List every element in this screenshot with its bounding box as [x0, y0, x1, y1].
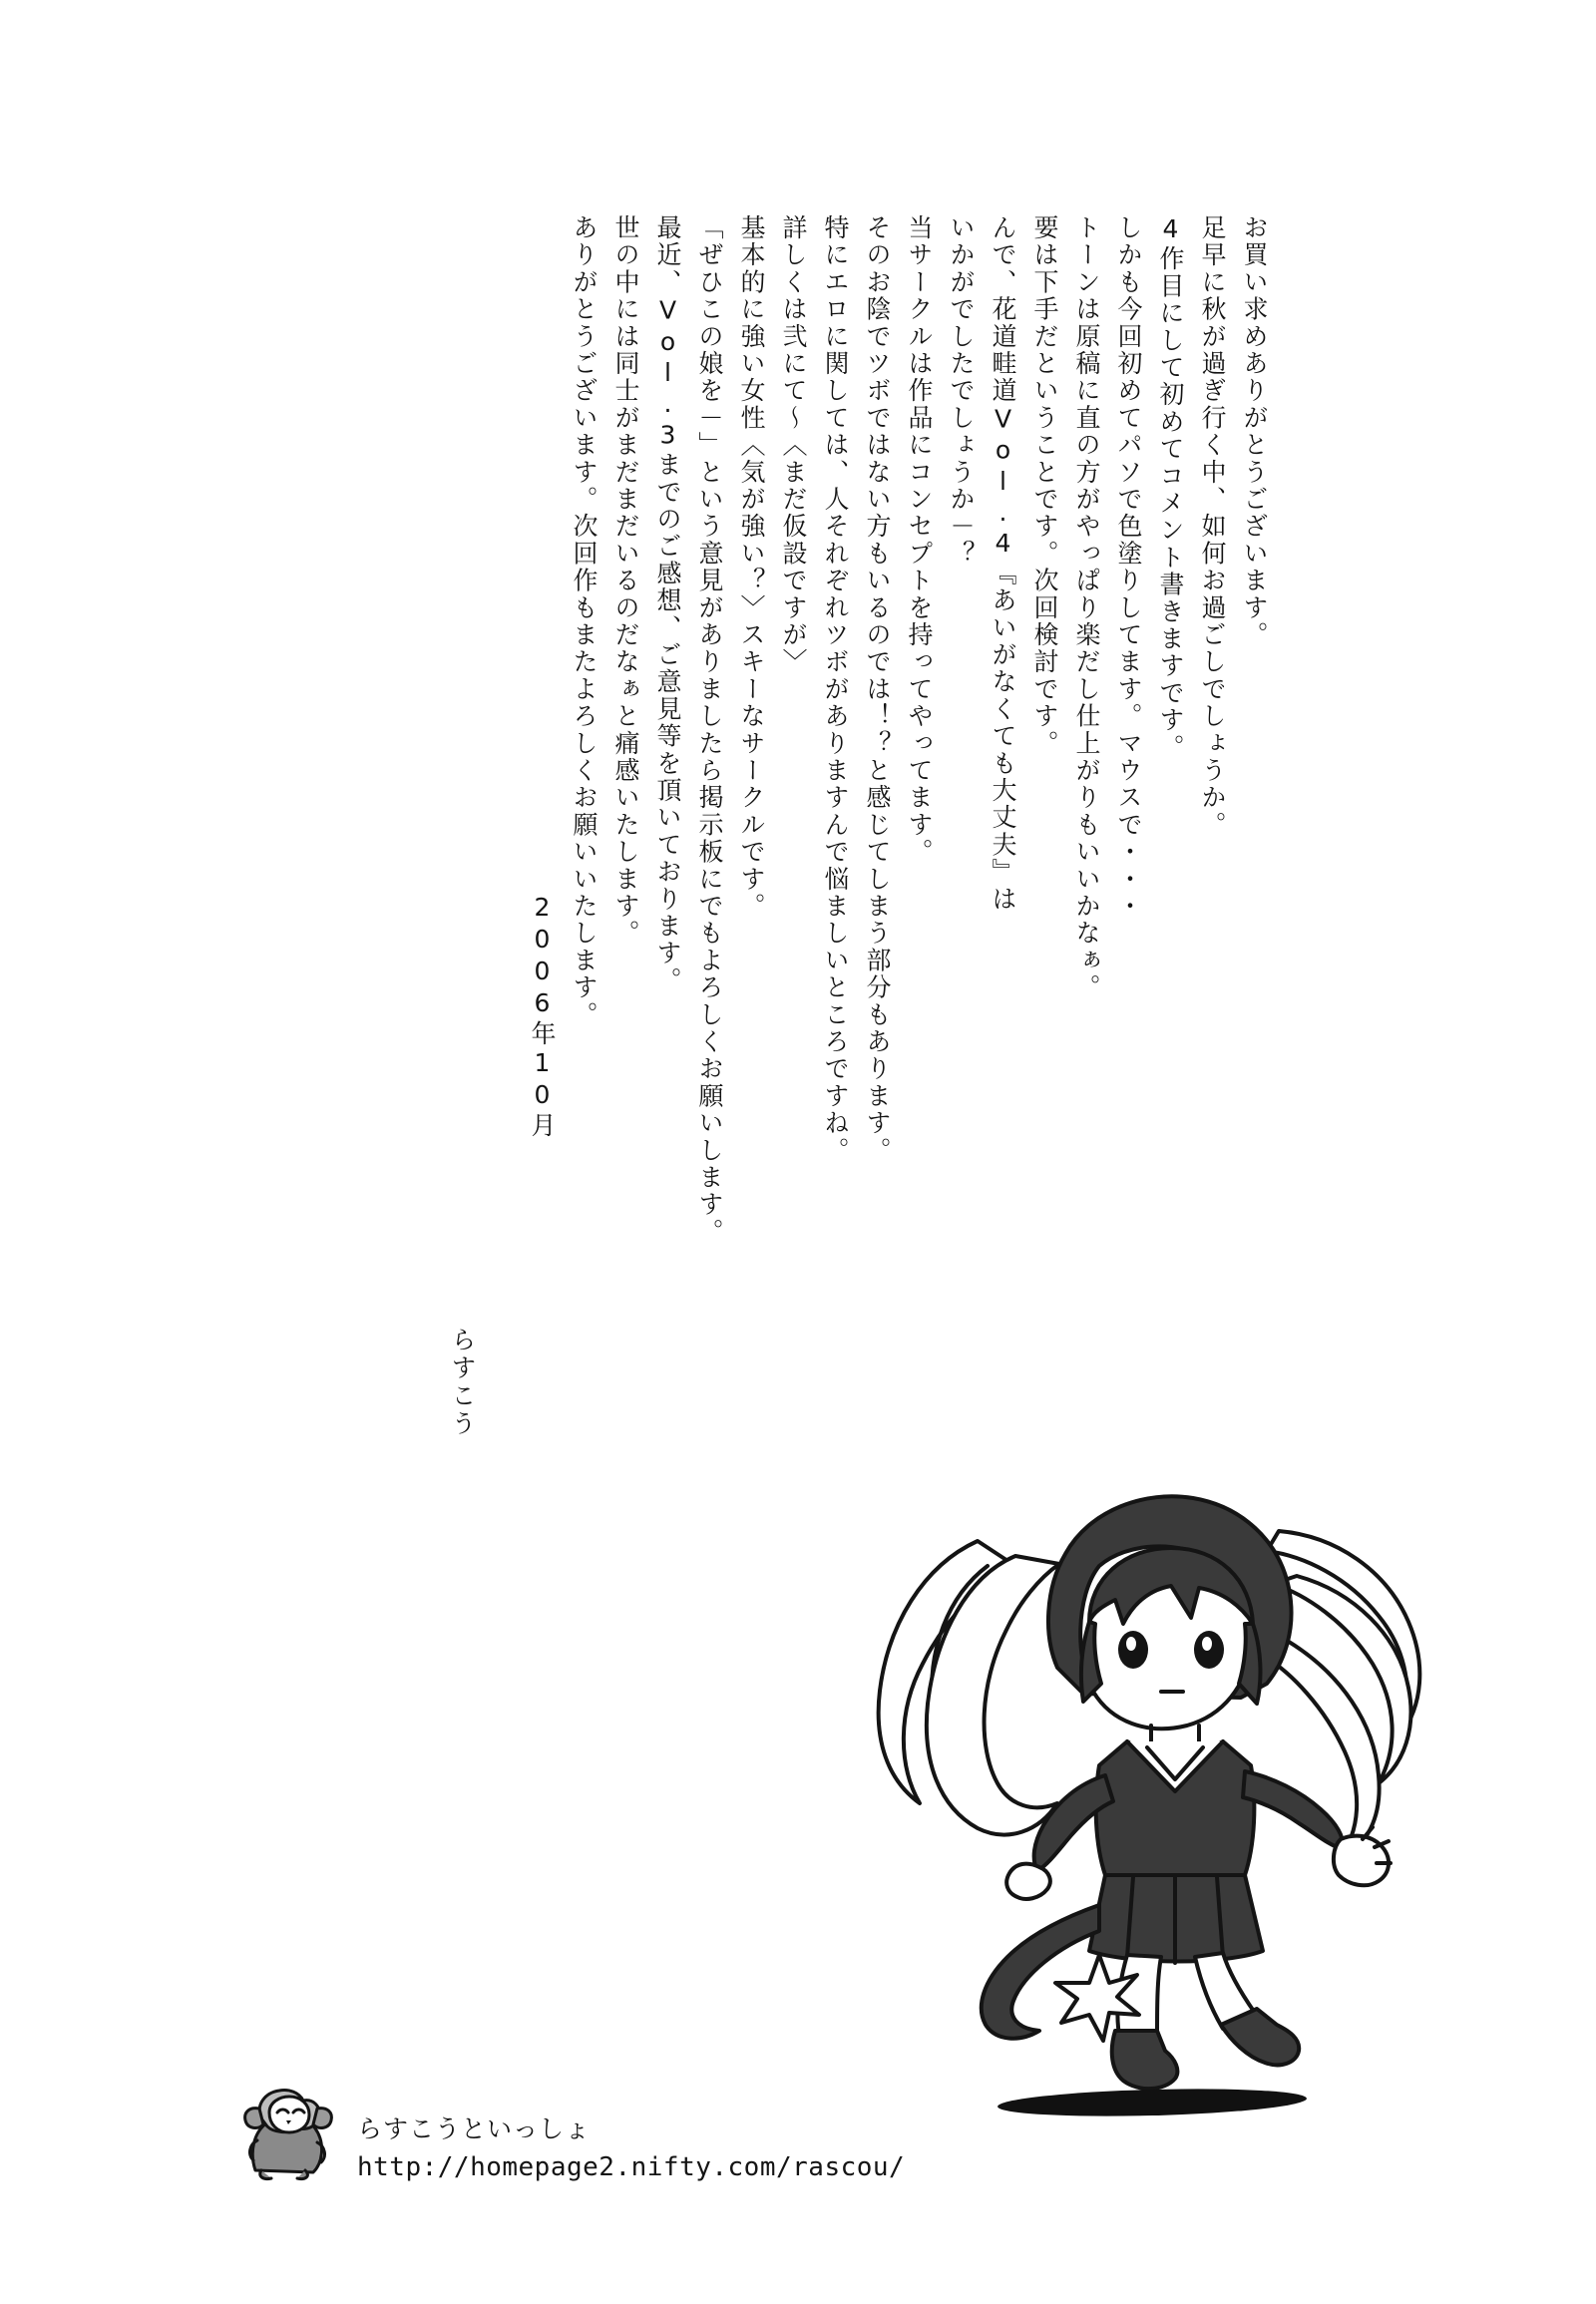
afterword-line: んで、花道畦道Vol.4『あいがなくても大丈夫』は — [989, 214, 1017, 913]
credit-caption: らすこうといっしょ — [357, 2114, 592, 2143]
chibi-girl-illustration — [828, 1436, 1466, 2114]
afterword-line: 当サークルは作品にコンセプトを持ってやってます。 — [905, 214, 934, 866]
afterword-line: 要は下手だということです。次回検討です。 — [1030, 214, 1059, 757]
afterword-line: いかがでしたでしょうか－？ — [947, 214, 976, 568]
afterword-line: そのお陰でツボではない方もいるのでは！？と感じてしまう部分もあります。 — [863, 214, 892, 1164]
afterword-line: 足早に秋が過ぎ行く中、如何お過ごしでしょうか。 — [1198, 214, 1227, 839]
afterword-line: 世の中には同士がまだまだいるのだなぁと痛感いたします。 — [611, 214, 640, 948]
credit-text-group — [357, 2110, 905, 2186]
afterword-line: 最近、Vol.3までのご感想、ご意見等を頂いております。 — [653, 214, 682, 994]
afterword-line: お買い求めありがとうございます。 — [1240, 214, 1269, 649]
afterword-line: 基本的に強い女性〈気が強い？〉スキーなサークルです。 — [737, 214, 766, 921]
afterword-line: 詳しくは弐にて～〈まだ仮設ですが〉 — [779, 214, 808, 676]
afterword-line: しかも今回初めてパソで色塗りしてます。マウスで・・・ — [1114, 214, 1143, 921]
sheep-mascot-icon — [231, 2075, 343, 2186]
footer-credit — [231, 2075, 905, 2186]
afterword-line: トーンは原稿に直の方がやっぱり楽だし仕上がりもいいかなぁ。 — [1072, 214, 1101, 1001]
afterword-line: ありがとうございます。次回作もまたよろしくお願いいたします。 — [570, 214, 598, 1028]
signature-name: らすこう — [448, 1327, 477, 1438]
afterword-line: 4作目にして初めてコメント書きますです。 — [1156, 214, 1185, 761]
credit-url[interactable]: http://homepage2.nifty.com/rascou/ — [357, 2152, 906, 2182]
afterword-line: 特にエロに関しては、人それぞれツボがありますんで悩ましいところですね。 — [821, 214, 850, 1164]
afterword-line: 「ぜひこの娘を－」という意見がありましたら掲示板にでもよろしくお願いします。 — [695, 214, 724, 1246]
signature-date: 2006年10月 — [528, 893, 557, 1140]
